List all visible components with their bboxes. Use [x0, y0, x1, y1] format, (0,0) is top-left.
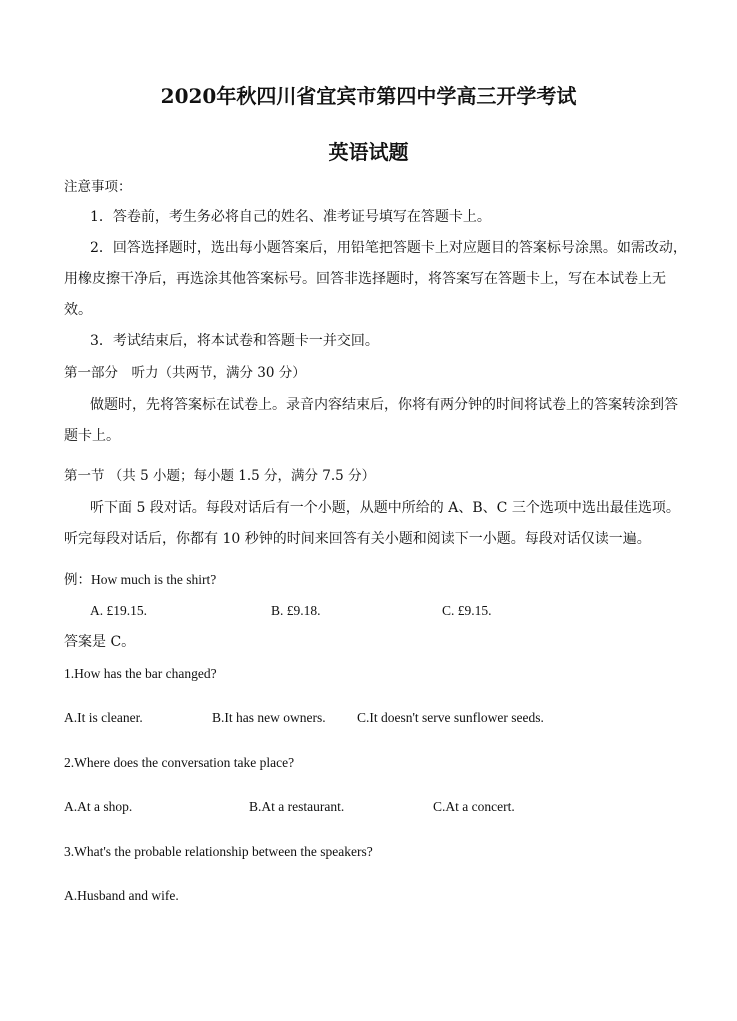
example-answer: 答案是 C。	[64, 634, 136, 650]
example-question: 例：How much is the shirt?	[64, 572, 217, 587]
part1-instruction-line-2: 题卡上。	[64, 428, 120, 444]
question-2-option-a: A.At a shop.	[64, 799, 133, 814]
notice-item-3: 3．考试结束后，将本试卷和答题卡一并交回。	[90, 333, 379, 349]
notice-item-2-line-1: 2．回答选择题时，选出每小题答案后，用铅笔把答题卡上对应题目的答案标号涂黑。如需改动，	[90, 240, 687, 256]
question-3-option-a: A.Husband and wife.	[64, 888, 179, 903]
notice-heading: 注意事项：	[64, 179, 132, 195]
section1-heading: 第一节 （共 5 小题；每小题 1.5 分，满分 7.5 分）	[64, 468, 376, 484]
exam-subtitle: 英语试题	[328, 140, 409, 164]
notice-item-1: 1．答卷前，考生务必将自己的姓名、准考证号填写在答题卡上。	[90, 209, 491, 225]
notice-item-2-line-3: 效。	[64, 302, 92, 318]
question-2-option-b: B.At a restaurant.	[249, 799, 345, 814]
notice-item-2-line-2: 用橡皮擦干净后，再选涂其他答案标号。回答非选择题时，将答案写在答题卡上，写在本试卷上无	[64, 271, 666, 287]
question-2: 2.Where does the conversation take place?	[64, 755, 295, 770]
question-1-option-a: A.It is cleaner.	[64, 710, 143, 725]
example-option-b: B. £9.18.	[271, 603, 321, 618]
section1-instruction-line-1: 听下面 5 段对话。每段对话后有一个小题，从题中所给的 A、B、C 三个选项中选出最佳选项。	[90, 500, 680, 516]
question-2-option-c: C.At a concert.	[433, 799, 515, 814]
part1-heading: 第一部分 听力（共两节，满分 30 分）	[64, 365, 306, 381]
part1-instruction-line-1: 做题时，先将答案标在试卷上。录音内容结束后，你将有两分钟的时间将试卷上的答案转涂到答	[90, 397, 678, 413]
question-1-option-b: B.It has new owners.	[212, 710, 326, 725]
exam-title: 2020年秋四川省宜宾市第四中学高三开学考试	[160, 84, 577, 108]
example-option-c: C. £9.15.	[442, 603, 492, 618]
section1-instruction-line-2: 听完每段对话后，你都有 10 秒钟的时间来回答有关小题和阅读下一小题。每段对话仅读一遍。	[64, 531, 651, 547]
question-3: 3.What's the probable relationship between the speakers?	[64, 844, 373, 859]
example-option-a: A. £19.15.	[90, 603, 147, 618]
question-1: 1.How has the bar changed?	[64, 666, 217, 681]
question-1-option-c: C.It doesn't serve sunflower seeds.	[357, 710, 544, 725]
